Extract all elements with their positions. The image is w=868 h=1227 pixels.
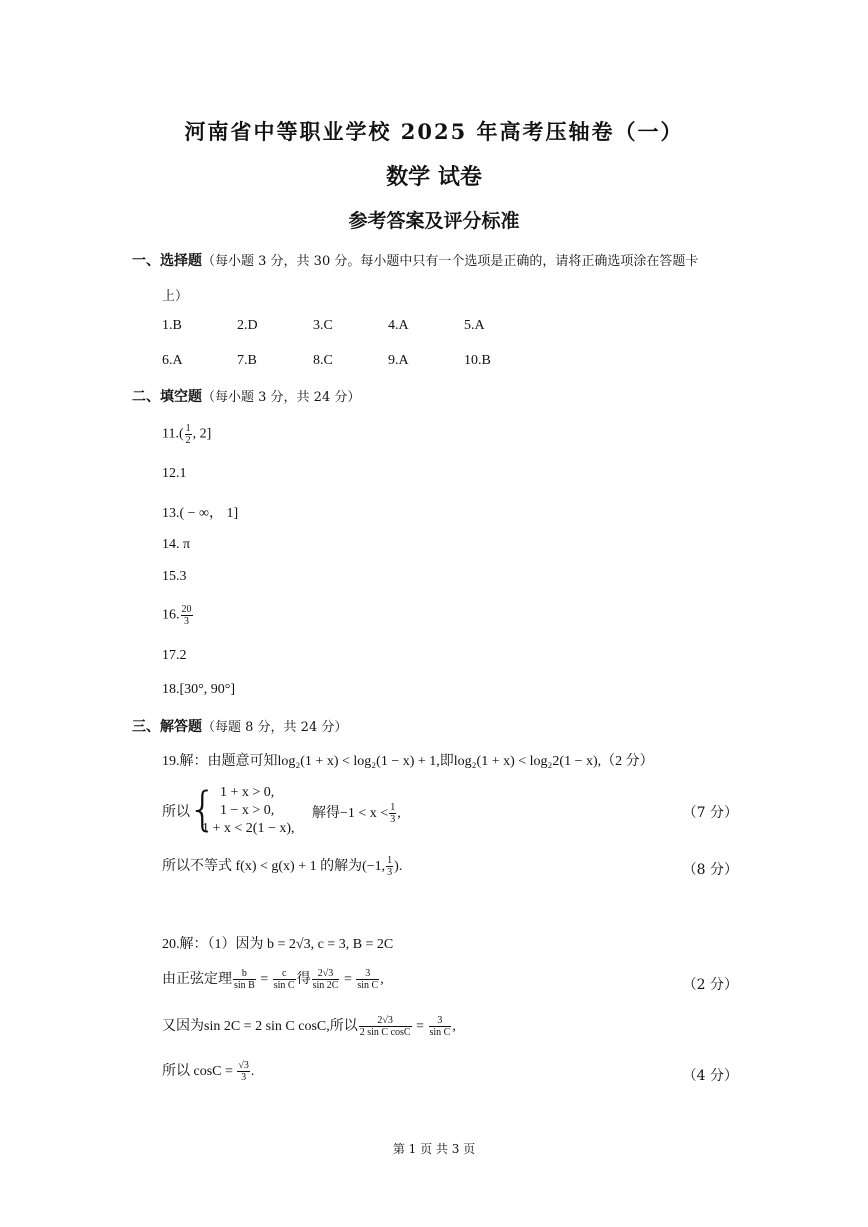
q19-final-denominator: 3: [387, 867, 393, 879]
page-footer: 第 1 页 共 3 页: [392, 1142, 476, 1156]
q20-line3: [162, 1015, 456, 1038]
fill-answer-15: 15.3: [162, 569, 187, 584]
q19-final-fraction: [386, 855, 393, 878]
frac-numerator: c: [273, 968, 296, 980]
mc-answer-6: 6.A: [162, 353, 183, 368]
answer-key-heading: 参考答案及评分标准: [348, 210, 520, 232]
q19-score-8: （8 分）: [682, 862, 738, 878]
q20-line3-frac1: [359, 1015, 412, 1038]
answer16-prefix: 16.: [162, 607, 180, 623]
answer11-denominator: 2: [185, 435, 191, 446]
q20-line2-frac4: [356, 968, 379, 991]
section2-header: [132, 386, 360, 406]
mc-answer-8: 8.C: [313, 353, 333, 368]
answer11-suffix: , 2]: [192, 426, 212, 442]
q19-prefix: 所以: [162, 805, 190, 820]
mc-answer-4: 4.A: [388, 318, 409, 333]
q20-line1: 20.解：（1）因为 b = 2√3, c = 3, B = 2C: [162, 937, 394, 952]
q20-line3-end: ,: [452, 1019, 456, 1034]
frac-numerator: √3: [238, 1060, 249, 1072]
q19-solve-end: ,: [397, 806, 401, 821]
q20-score-2: （2 分）: [682, 977, 738, 993]
mc-answer-10: 10.B: [464, 353, 491, 368]
q19-condition-2: 1 − x > 0,: [220, 803, 275, 818]
q19-final-numerator: 1: [387, 855, 393, 867]
q19-final-end: ).: [394, 859, 403, 874]
q19-solve-numerator: 1: [390, 802, 396, 814]
q19-line1: 19.解：由题意可知log₂(1 + x) < log₂(1 − x) + 1,即log₂(1 + x) < log₂2(1 − x),（2 分）: [162, 754, 654, 769]
answer16-numerator: 20: [181, 604, 192, 615]
section2-note: （每小题 3 分，共 24 分）: [202, 390, 361, 405]
q19-solve-fraction: [389, 802, 396, 825]
q19-score-7: （7 分）: [682, 805, 738, 821]
q20-line2-end: ,: [380, 972, 384, 987]
q20-line2-frac3: [312, 968, 340, 991]
frac-denominator: sin B: [234, 980, 255, 992]
frac-numerator: 3: [356, 968, 379, 980]
fill-answer-13: 13.( − ∞， 1]: [162, 506, 239, 521]
fill-answer-17: 17.2: [162, 648, 187, 663]
q19-condition-3: 1 + x < 2(1 − x),: [202, 821, 295, 836]
mc-answer-3: 3.C: [313, 318, 333, 333]
answer11-fraction: [185, 423, 192, 446]
frac-denominator: sin C: [357, 980, 379, 992]
q20-line4-text: 所以 cosC =: [162, 1064, 233, 1079]
q20-line3-text: 又因为sin 2C = 2 sin C cosC,所以: [162, 1019, 358, 1034]
section1-header: [132, 250, 698, 270]
answer11-numerator: 1: [185, 423, 191, 434]
q20-line4-end: .: [250, 1064, 255, 1079]
document-title: 河南省中等职业学校 2025 年高考压轴卷（一）: [184, 119, 684, 144]
section1-note-line2: 上）: [162, 289, 189, 304]
frac-numerator: b: [233, 968, 256, 980]
mc-answer-1: 1.B: [162, 318, 182, 333]
frac-numerator: 3: [429, 1015, 452, 1027]
q20-line2-de: 得: [296, 972, 311, 987]
fill-answer-11: [162, 423, 211, 446]
equals-sign: =: [343, 972, 352, 987]
fill-answer-14: 14. π: [162, 537, 191, 552]
equals-sign: =: [260, 972, 269, 987]
mc-answer-9: 9.A: [388, 353, 409, 368]
frac-denominator: 2 sin C cosC: [359, 1027, 411, 1039]
mc-answer-5: 5.A: [464, 318, 485, 333]
left-brace-icon: {: [188, 782, 218, 836]
q20-line3-frac2: [429, 1015, 452, 1038]
q20-line2-frac1: [233, 968, 256, 991]
q20-line4-frac: [237, 1060, 250, 1083]
answer16-denominator: 3: [184, 616, 189, 627]
fill-answer-12: 12.1: [162, 466, 187, 481]
section3-note: （每题 8 分，共 24 分）: [202, 720, 348, 735]
q20-line2: [162, 968, 384, 991]
section1-label: 一、选择题: [132, 253, 202, 269]
document-subtitle: 数学 试卷: [386, 164, 482, 190]
q19-final-text: 所以不等式 f(x) < g(x) + 1 的解为(−1,: [162, 859, 386, 874]
equals-sign: =: [416, 1019, 424, 1034]
mc-answer-7: 7.B: [237, 353, 257, 368]
section1-note: （每小题 3 分，共 30 分。每小题中只有一个选项是正确的，请将正确选项涂在答题卡: [202, 254, 699, 269]
section3-label: 三、解答题: [132, 719, 202, 735]
fill-answer-18: 18.[30°, 90°]: [162, 682, 236, 697]
q19-condition-1: 1 + x > 0,: [220, 785, 275, 800]
frac-denominator: sin 2C: [312, 980, 339, 992]
frac-numerator: 2√3: [359, 1015, 412, 1027]
answer11-prefix: 11.(: [162, 426, 184, 442]
frac-denominator: 3: [241, 1072, 247, 1084]
frac-denominator: sin C: [273, 980, 295, 992]
fill-answer-16: [162, 604, 194, 627]
q19-solve: [312, 802, 401, 825]
q19-solve-text: 解得−1 < x <: [312, 806, 389, 821]
section2-label: 二、填空题: [132, 389, 202, 405]
q20-score-4: （4 分）: [682, 1068, 738, 1084]
frac-numerator: 2√3: [312, 968, 340, 980]
frac-denominator: sin C: [429, 1027, 451, 1039]
q19-solve-denominator: 3: [390, 814, 396, 826]
q20-line4: [162, 1060, 254, 1083]
q20-line2-frac2: [273, 968, 296, 991]
q19-system: [162, 782, 742, 842]
answer16-fraction: [181, 604, 193, 627]
mc-answer-2: 2.D: [237, 318, 258, 333]
q20-line2-text: 由正弦定理: [162, 972, 232, 987]
section3-header: [132, 716, 347, 736]
q19-final: [162, 855, 402, 878]
